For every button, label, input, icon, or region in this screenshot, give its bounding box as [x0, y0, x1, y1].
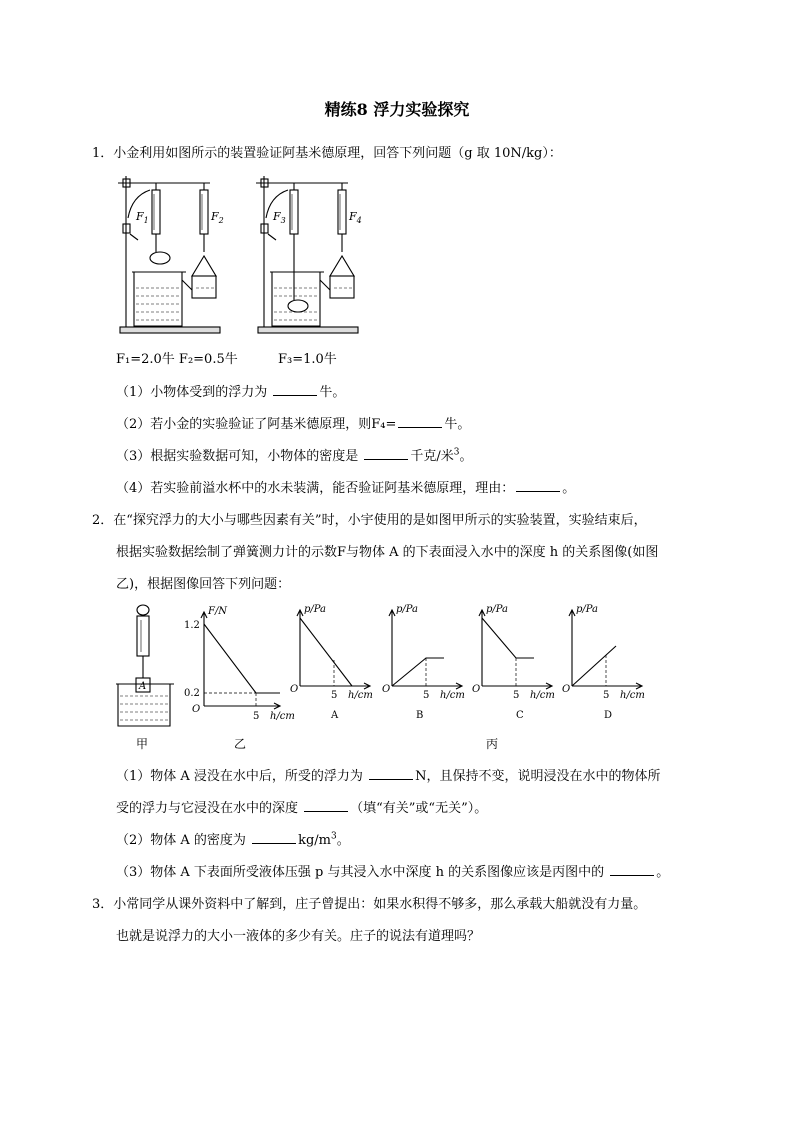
graph-a-line: [300, 618, 352, 686]
graph-a-label: A: [331, 710, 339, 721]
graph-c-y-label: p/Pa: [486, 604, 509, 615]
graph-d-label: D: [604, 710, 613, 721]
fig-yi-label: 乙: [234, 737, 247, 751]
answer-blank: [516, 490, 560, 492]
graph-c-x-label: h/cm: [530, 690, 555, 701]
graph-c-line: [482, 618, 534, 658]
yi-tick-02: 0.2: [184, 688, 200, 699]
graph-d-y-label: p/Pa: [576, 604, 599, 615]
answer-blank: [364, 458, 408, 460]
q1-readings-right: F₃=1.0牛: [278, 352, 337, 367]
q2-stem-line2: 根据实验数据绘制了弹簧测力计的示数F与物体 A 的下表面浸入水中的深度 h 的关系图像(如图: [116, 545, 659, 560]
q1-readings-left: F₁=2.0牛 F₂=0.5牛: [116, 352, 238, 367]
q2-sub3: （3）物体 A 下表面所受液体压强 p 与其浸入水中深度 h 的关系图像应该是丙图中的 。: [116, 865, 670, 880]
q1-sub2: （2）若小金的实验验证了阿基米德原理，则F₄= 牛。: [116, 417, 471, 432]
q2-sub1-line1: （1）物体 A 浸没在水中后，所受的浮力为 N，且保持不变，说明浸没在水中的物体所: [116, 769, 661, 784]
q3-line1: 3．小常同学从课外资料中了解到，庄子曾提出：如果水积得不够多，那么承载大船就没有力量。: [92, 897, 647, 912]
q2-stem-line3: 乙)，根据图像回答下列问题：: [116, 577, 291, 592]
graph-d-x-label: h/cm: [620, 690, 645, 701]
graph-b-line: [392, 658, 444, 686]
graph-b-origin: O: [382, 684, 391, 695]
yi-tick-12: 1.2: [184, 620, 200, 631]
q1-apparatus-figure: [112, 172, 372, 340]
answer-blank: [304, 810, 348, 812]
q2-sub1-line2: 受的浮力与它浸没在水中的深度 （填“有关”或“无关”）。: [116, 801, 488, 816]
graph-d-origin: O: [562, 684, 571, 695]
answer-blank: [398, 426, 442, 428]
label-f4: $F_4$: [349, 210, 362, 225]
q1-stem: 1．小金利用如图所示的装置验证阿基米德原理，回答下列问题（g 取 10N/kg）：: [92, 146, 562, 161]
graph-a-tick-5: 5: [331, 690, 338, 701]
answer-blank: [273, 394, 317, 396]
graph-d-tick-5: 5: [603, 690, 610, 701]
page-title: 精练8 浮力实验探究: [324, 100, 470, 119]
answer-blank: [610, 874, 654, 876]
q1-sub4: （4）若实验前溢水杯中的水未装满，能否验证阿基米德原理，理由： 。: [116, 481, 576, 496]
q1-sub3: （3）根据实验数据可知，小物体的密度是 千克/米$^3$。: [116, 447, 473, 464]
graph-b-x-label: h/cm: [440, 690, 465, 701]
answer-blank: [252, 842, 296, 844]
yi-tick-5: 5: [253, 711, 260, 722]
yi-x-axis-label: h/cm: [270, 711, 295, 722]
graph-c-tick-5: 5: [513, 690, 520, 701]
q3-line2: 也就是说浮力的大小一液体的多少有关。庄子的说法有道理吗？: [116, 929, 481, 944]
graph-a-x-label: h/cm: [348, 690, 373, 701]
block-a-label: A: [139, 681, 147, 692]
q1-sub1: （1）小物体受到的浮力为 牛。: [116, 385, 346, 400]
yi-graph-line: [204, 624, 280, 693]
graph-b-y-label: p/Pa: [396, 604, 419, 615]
yi-origin: O: [192, 704, 201, 715]
fig-jia-label: 甲: [136, 737, 149, 751]
q2-stem-line1: 2．在“探究浮力的大小与哪些因素有关”时，小宇使用的是如图甲所示的实验装置，实验结束后，: [92, 513, 647, 528]
label-f1: $F_1$: [136, 210, 149, 225]
graph-b-label: B: [416, 710, 424, 721]
graph-c-origin: O: [472, 684, 481, 695]
label-f3: $F_3$: [273, 210, 286, 225]
graph-d-line: [572, 646, 616, 686]
yi-y-axis-label: F/N: [208, 606, 228, 617]
graph-a-origin: O: [290, 684, 299, 695]
label-f2: $F_2$: [211, 210, 224, 225]
q2-sub2: （2）物体 A 的密度为 $kg/m^3$。: [116, 831, 350, 848]
fig-bing-label: 丙: [486, 737, 499, 751]
q2-figures: [108, 598, 668, 758]
graph-b-tick-5: 5: [423, 690, 430, 701]
graph-c-label: C: [516, 710, 524, 721]
graph-a-y-label: p/Pa: [304, 604, 327, 615]
answer-blank: [369, 778, 413, 780]
